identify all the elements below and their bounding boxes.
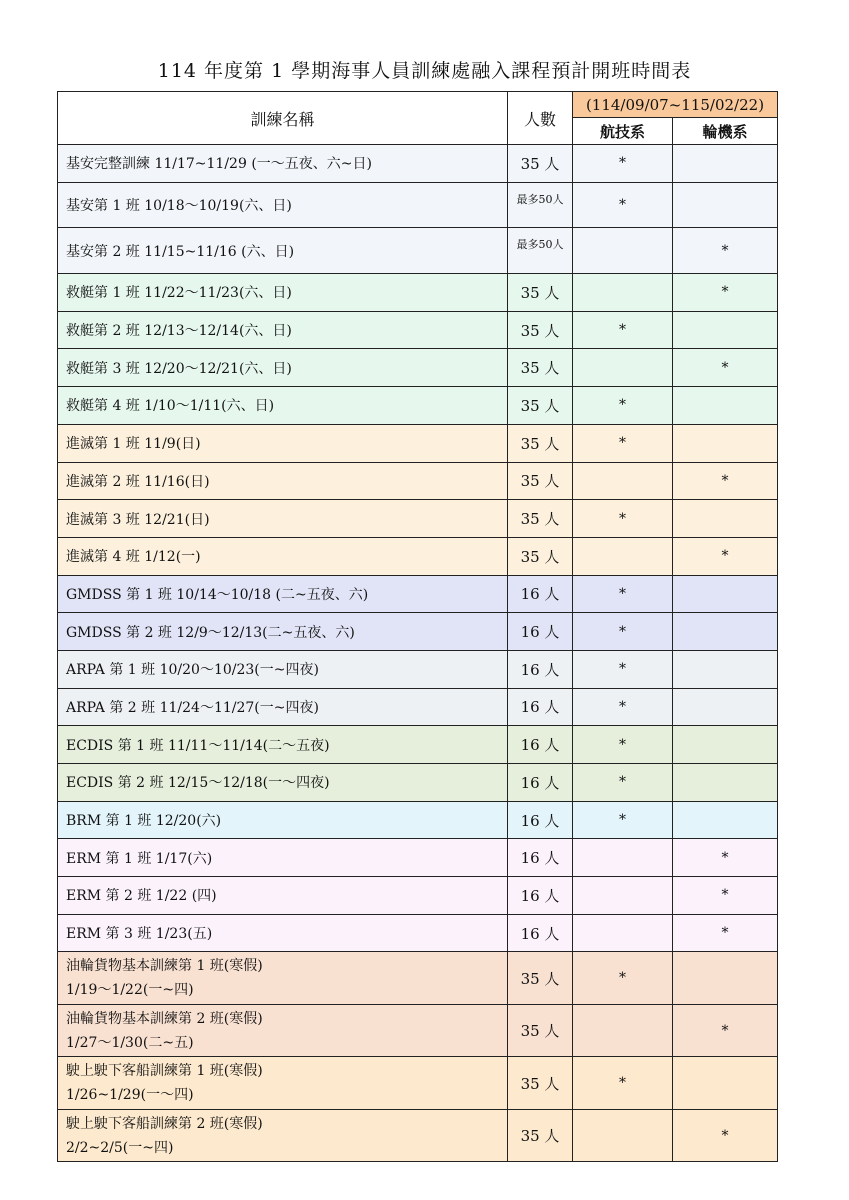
table-row xyxy=(58,424,778,462)
dept-a-mark: * xyxy=(573,1057,673,1110)
dept-b-mark xyxy=(673,764,778,802)
dept-a-mark xyxy=(573,274,673,312)
dept-a-mark xyxy=(573,1004,673,1057)
course-name: ERM 第 3 班 1/23(五) xyxy=(58,914,508,952)
dept-b-mark xyxy=(673,726,778,764)
table-row xyxy=(58,764,778,802)
course-name: BRM 第 1 班 12/20(六) xyxy=(58,801,508,839)
dept-b-mark xyxy=(673,145,778,183)
table-row xyxy=(58,311,778,349)
dept-a-mark: * xyxy=(573,182,673,228)
dept-b-mark xyxy=(673,424,778,462)
table-row xyxy=(58,387,778,425)
dept-b-mark xyxy=(673,613,778,651)
capacity: 35 人 xyxy=(508,537,573,575)
table-row xyxy=(58,274,778,312)
course-name: 基安完整訓練 11/17~11/29 (一～五夜、六~日) xyxy=(58,145,508,183)
dept-b-mark: * xyxy=(673,877,778,915)
dept-a-mark: * xyxy=(573,613,673,651)
course-name-line1: 駛上駛下客船訓練第 1 班(寒假) xyxy=(66,1063,263,1080)
course-name xyxy=(58,1004,508,1057)
dept-a-mark xyxy=(573,537,673,575)
header-course-name: 訓練名稱 xyxy=(58,92,508,145)
dept-b-mark xyxy=(673,688,778,726)
capacity: 16 人 xyxy=(508,839,573,877)
dept-b-mark: * xyxy=(673,1004,778,1057)
table-row xyxy=(58,462,778,500)
dept-a-mark: * xyxy=(573,145,673,183)
course-name-line2: 1/27～1/30(二~五) xyxy=(66,1034,194,1051)
course-name: 進滅第 3 班 12/21(日) xyxy=(58,500,508,538)
dept-b-mark xyxy=(673,650,778,688)
page-title: 114 年度第 1 學期海事人員訓練處融入課程預計開班時間表 xyxy=(157,60,692,82)
dept-b-mark: * xyxy=(673,914,778,952)
capacity: 16 人 xyxy=(508,650,573,688)
dept-a-mark: * xyxy=(573,575,673,613)
course-name-line1: 油輪貨物基本訓練第 2 班(寒假) xyxy=(66,1010,263,1027)
dept-a-mark: * xyxy=(573,801,673,839)
course-name-line1: 駛上駛下客船訓練第 2 班(寒假) xyxy=(66,1115,263,1132)
table-row xyxy=(58,914,778,952)
capacity: 16 人 xyxy=(508,764,573,802)
course-name-line2: 1/19～1/22(一~四) xyxy=(66,982,194,999)
dept-a-mark: * xyxy=(573,424,673,462)
course-name: 進滅第 1 班 11/9(日) xyxy=(58,424,508,462)
dept-a-mark: * xyxy=(573,311,673,349)
dept-a-mark: * xyxy=(573,650,673,688)
course-name: ARPA 第 2 班 11/24～11/27(一~四夜) xyxy=(58,688,508,726)
dept-a-mark: * xyxy=(573,726,673,764)
course-name xyxy=(58,1057,508,1110)
capacity: 35 人 xyxy=(508,1004,573,1057)
dept-b-mark xyxy=(673,182,778,228)
course-name: ECDIS 第 1 班 11/11～11/14(二～五夜) xyxy=(58,726,508,764)
table-row xyxy=(58,1057,778,1110)
course-name-line1: 油輪貨物基本訓練第 1 班(寒假) xyxy=(66,958,263,975)
course-name: ECDIS 第 2 班 12/15～12/18(一～四夜) xyxy=(58,764,508,802)
header-dept-engineering: 輪機系 xyxy=(673,118,778,145)
dept-a-mark xyxy=(573,462,673,500)
capacity: 35 人 xyxy=(508,349,573,387)
course-name: ERM 第 1 班 1/17(六) xyxy=(58,839,508,877)
header-period: (114/09/07~115/02/22) xyxy=(573,92,778,118)
dept-a-mark xyxy=(573,1109,673,1162)
capacity: 16 人 xyxy=(508,613,573,651)
dept-b-mark xyxy=(673,575,778,613)
table-row xyxy=(58,688,778,726)
capacity: 35 人 xyxy=(508,274,573,312)
capacity: 35 人 xyxy=(508,1109,573,1162)
course-name-line2: 2/2~2/5(一~四) xyxy=(66,1139,174,1156)
capacity: 16 人 xyxy=(508,914,573,952)
capacity: 16 人 xyxy=(508,688,573,726)
capacity: 35 人 xyxy=(508,1057,573,1110)
course-name: 救艇第 2 班 12/13～12/14(六、日) xyxy=(58,311,508,349)
capacity: 16 人 xyxy=(508,801,573,839)
dept-a-mark: * xyxy=(573,952,673,1005)
dept-a-mark: * xyxy=(573,387,673,425)
course-name: 基安第 2 班 11/15~11/16 (六、日) xyxy=(58,228,508,274)
capacity: 16 人 xyxy=(508,726,573,764)
dept-b-mark xyxy=(673,801,778,839)
table-row xyxy=(58,877,778,915)
dept-a-mark xyxy=(573,877,673,915)
capacity: 16 人 xyxy=(508,877,573,915)
schedule-table xyxy=(57,91,778,1162)
table-row xyxy=(58,182,778,228)
dept-b-mark xyxy=(673,387,778,425)
course-name: GMDSS 第 2 班 12/9～12/13(二~五夜、六) xyxy=(58,613,508,651)
table-row xyxy=(58,613,778,651)
capacity: 35 人 xyxy=(508,952,573,1005)
table-row xyxy=(58,952,778,1005)
table-row xyxy=(58,145,778,183)
dept-b-mark: * xyxy=(673,228,778,274)
course-name-line2: 1/26~1/29(一～四) xyxy=(66,1087,194,1104)
capacity: 35 人 xyxy=(508,462,573,500)
dept-b-mark xyxy=(673,311,778,349)
table-row xyxy=(58,228,778,274)
dept-b-mark xyxy=(673,1057,778,1110)
course-name: 救艇第 1 班 11/22～11/23(六、日) xyxy=(58,274,508,312)
table-row xyxy=(58,575,778,613)
table-row xyxy=(58,349,778,387)
course-name: ERM 第 2 班 1/22 (四) xyxy=(58,877,508,915)
course-name: 基安第 1 班 10/18～10/19(六、日) xyxy=(58,182,508,228)
course-name xyxy=(58,952,508,1005)
capacity: 35 人 xyxy=(508,387,573,425)
table-row xyxy=(58,726,778,764)
course-name: 進滅第 4 班 1/12(一) xyxy=(58,537,508,575)
capacity: 35 人 xyxy=(508,424,573,462)
dept-b-mark: * xyxy=(673,462,778,500)
course-name: ARPA 第 1 班 10/20～10/23(一~四夜) xyxy=(58,650,508,688)
course-name: 救艇第 4 班 1/10～1/11(六、日) xyxy=(58,387,508,425)
dept-a-mark xyxy=(573,228,673,274)
table-row xyxy=(58,839,778,877)
capacity: 35 人 xyxy=(508,145,573,183)
dept-b-mark: * xyxy=(673,839,778,877)
dept-a-mark: * xyxy=(573,688,673,726)
dept-b-mark: * xyxy=(673,537,778,575)
dept-a-mark: * xyxy=(573,764,673,802)
table-row xyxy=(58,537,778,575)
dept-b-mark xyxy=(673,952,778,1005)
course-name: 進滅第 2 班 11/16(日) xyxy=(58,462,508,500)
table-row xyxy=(58,500,778,538)
capacity: 最多50人 xyxy=(508,182,573,228)
course-name: 救艇第 3 班 12/20～12/21(六、日) xyxy=(58,349,508,387)
dept-a-mark xyxy=(573,914,673,952)
capacity: 35 人 xyxy=(508,500,573,538)
table-row xyxy=(58,1109,778,1162)
header-capacity: 人數 xyxy=(508,92,573,145)
dept-a-mark xyxy=(573,349,673,387)
dept-b-mark: * xyxy=(673,349,778,387)
dept-b-mark: * xyxy=(673,1109,778,1162)
dept-a-mark xyxy=(573,839,673,877)
course-name: GMDSS 第 1 班 10/14～10/18 (二~五夜、六) xyxy=(58,575,508,613)
table-row xyxy=(58,801,778,839)
table-row xyxy=(58,1004,778,1057)
capacity: 最多50人 xyxy=(508,228,573,274)
dept-b-mark: * xyxy=(673,274,778,312)
course-name xyxy=(58,1109,508,1162)
table-row xyxy=(58,650,778,688)
dept-a-mark: * xyxy=(573,500,673,538)
capacity: 35 人 xyxy=(508,311,573,349)
dept-b-mark xyxy=(673,500,778,538)
capacity: 16 人 xyxy=(508,575,573,613)
header-dept-navigation: 航技系 xyxy=(573,118,673,145)
